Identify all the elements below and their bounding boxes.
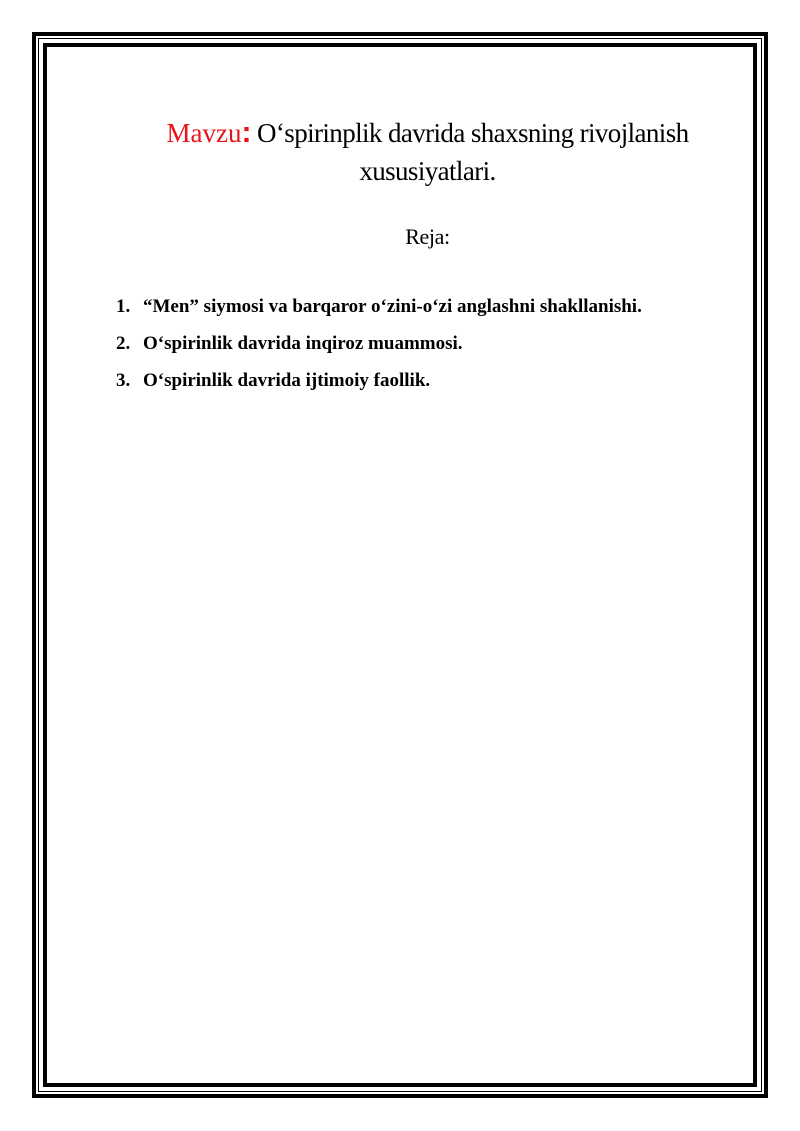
- topic-title: [120, 114, 735, 190]
- plan-item: [116, 366, 642, 403]
- topic-colon: :: [241, 116, 251, 149]
- plan-item-text: “Men” siymosi va barqaror o‘zini-o‘zi anglashni shakllanishi.: [143, 296, 642, 317]
- plan-item-text: O‘spirinlik davrida ijtimoiy faollik.: [143, 370, 431, 391]
- plan-item: [116, 329, 642, 366]
- plan-item-number: 3.: [116, 370, 131, 391]
- plan-item-number: 1.: [116, 296, 131, 317]
- plan-item: [116, 292, 642, 329]
- plan-list: [116, 292, 642, 403]
- plan-heading: Reja:: [405, 224, 450, 249]
- plan-item-number: 2.: [116, 333, 131, 354]
- page-border-inner: [43, 43, 757, 1087]
- plan-item-text: O‘spirinlik davrida inqiroz muammosi.: [143, 333, 463, 354]
- topic-text: O‘spirinplik davrida shaxsning rivojlanish xususiyatlari.: [250, 118, 689, 186]
- topic-label: Mavzu: [166, 118, 242, 148]
